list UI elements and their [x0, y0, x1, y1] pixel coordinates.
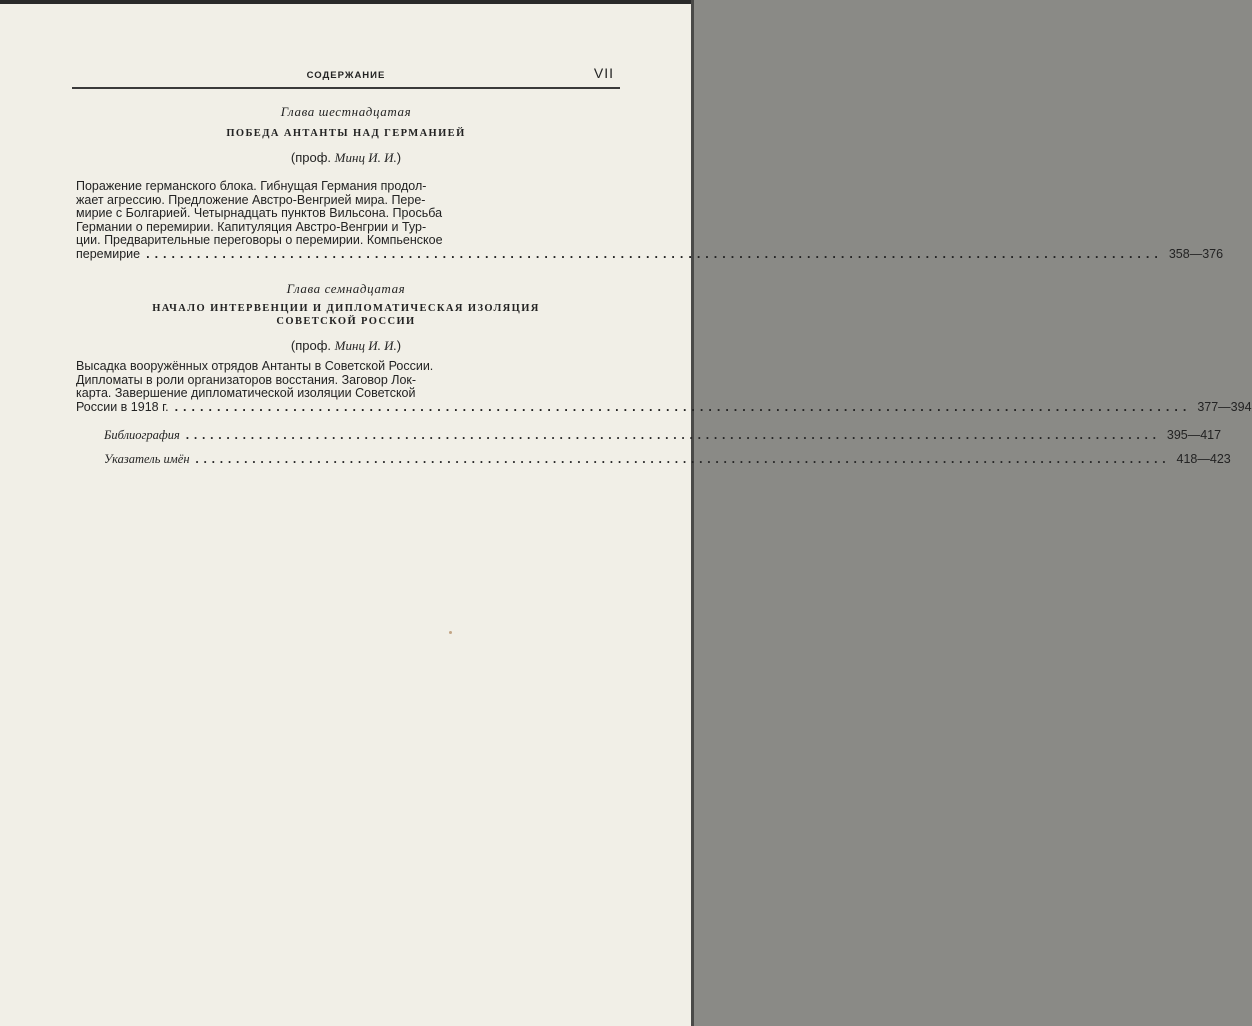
entry-line: мирие с Болгарией. Четырнадцать пунктов Вильсона. Просьба	[76, 206, 443, 221]
top-edge-rule	[0, 0, 694, 4]
running-head: СОДЕРЖАНИЕ	[306, 70, 386, 81]
page-range: 395—417	[1166, 428, 1222, 442]
bibliography-entry[interactable]	[104, 428, 1222, 443]
entry-line: жает агрессию. Предложение Австро-Венгрией мира. Пере-	[76, 192, 426, 207]
entry-line: Германии о перемирии. Капитуляция Австро-Венгрии и Тур-	[76, 219, 427, 234]
entry-line: Высадка вооружённых отрядов Антанты в Советской России.	[76, 359, 434, 373]
author-suffix: )	[396, 150, 402, 165]
dot-leader: ........................................................................................................................	[146, 246, 1163, 261]
page-range: 358—376	[1168, 246, 1224, 261]
page-range: 418—423	[1176, 452, 1231, 466]
chapter-17-title-line: СОВЕТСКОЙ РОССИИ	[276, 316, 416, 327]
dot-leader: ........................................................................................................................	[185, 428, 1161, 442]
page-header	[72, 62, 620, 90]
author-name: Минц И. И.	[334, 150, 397, 165]
chapter-17-author	[72, 338, 620, 354]
entry-line: ции. Предварительные переговоры о перемирии. Компьенское	[76, 233, 443, 248]
entry-line: России в 1918 г.	[76, 399, 169, 414]
entry-line: перемирие	[76, 246, 141, 261]
chapter-16-label: Глава шестнадцатая	[280, 104, 412, 119]
index-label: Указатель имён	[104, 452, 190, 466]
author-prefix: (проф.	[290, 338, 332, 353]
chapter-17-title-line: НАЧАЛО ИНТЕРВЕНЦИИ И ДИПЛОМАТИЧЕСКАЯ ИЗОЛЯЦИЯ	[152, 303, 540, 314]
dot-leader: ........................................................................................................................	[174, 399, 1192, 414]
header-rule	[72, 87, 620, 89]
page-number: VII	[593, 65, 614, 81]
chapter-16-entry[interactable]	[76, 179, 1224, 262]
chapter-17-label: Глава семнадцатая	[286, 281, 406, 296]
index-entry[interactable]	[104, 452, 1231, 467]
page-range: 377—394	[1197, 399, 1252, 414]
page-edge-shadow	[691, 0, 694, 1026]
bibliography-label: Библиография	[104, 428, 180, 442]
paper-speck	[449, 631, 452, 634]
chapter-17-entry[interactable]	[76, 359, 1252, 414]
author-prefix: (проф.	[290, 150, 332, 165]
entry-line: Поражение германского блока. Гибнущая Германия продол-	[76, 179, 427, 193]
chapter-17-title	[72, 302, 620, 328]
chapter-16-title: ПОБЕДА АНТАНТЫ НАД ГЕРМАНИЕЙ	[226, 128, 466, 139]
entry-line: Дипломаты в роли организаторов восстания. Заговор Лок-	[76, 372, 417, 387]
entry-line: карта. Завершение дипломатической изоляции Советской	[76, 386, 416, 401]
author-suffix: )	[396, 338, 402, 353]
dot-leader: ........................................................................................................................	[195, 452, 1171, 466]
chapter-16-author	[72, 150, 620, 166]
author-name: Минц И. И.	[334, 338, 397, 353]
